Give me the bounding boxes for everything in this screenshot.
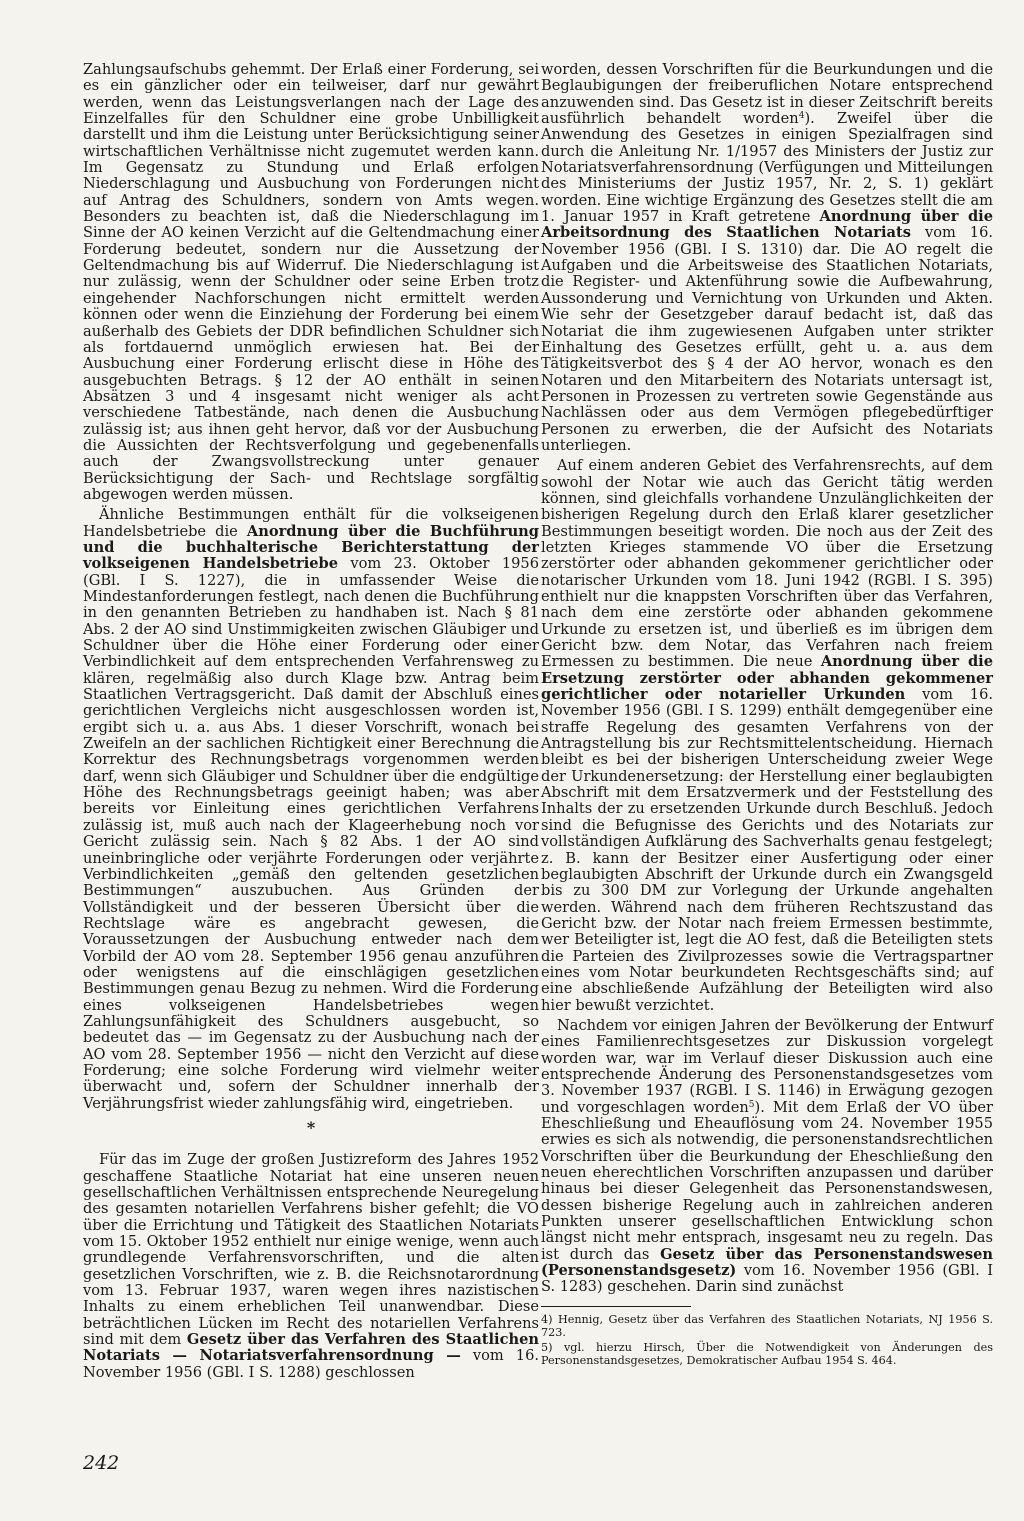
footnote-ref: 5 [748, 1099, 755, 1110]
text-run: Nachdem vor einigen Jahren der Bevölkerung der Entwurf eines Familienrechtsgesetzes zur Diskussion vorgelegt worden war, war im Verlauf dieser Diskussion auch eine entsprechende Änderung des Personenstandsgesetzes vom 3. November 1937 (RGBl. I S. 1146) in Erwägung gezogen und vorgeschlagen worden [541, 1016, 993, 1116]
section-separator: * [306, 1118, 316, 1137]
paragraph [83, 62, 539, 503]
footnote: 5) vgl. hierzu Hirsch, Über die Notwendigkeit von Änderungen des Personenstandsgesetzes, Demokratischer Aufbau 1954 S. 464. [541, 1340, 993, 1367]
text-run: Für das im Zuge der großen Justizreform des Jahres 1952 geschaffene Staatliche Notariat hat eine unseren neuen gesellschaftlichen Verhältnissen entsprechende Neuregelung des gesamten notariellen Verfahrens bisher gefehlt; die VO über die Errichtung und Tätigkeit des Staatlichen Notariats vom 15. Oktober 1952 enthielt nur einige wenige, wenn auch grundlegende Verfahrensvorschriften, und die alten gesetzlichen Vorschriften, wie z. B. die Reichsnotarordnung vom 13. Februar 1937, waren wegen ihres nazistischen Inhalts zu einem erheblichen Teil unanwendbar. Diese beträchtlichen Lücken im Recht des notariellen Verfahrens sind mit dem [83, 1151, 539, 1349]
paragraph [541, 62, 993, 454]
text-run: ). Zweifel über die Anwendung des Gesetzes in einigen Spezialfragen sind durch die Anleitung Nr. 1/1957 des Ministers der Justiz zur Notariatsverfahrensordnung (Verfügungen und Mitteilungen des Ministeriums der Justiz 1957, Nr. 2, S. 1) geklärt worden. Eine wichtige Ergänzung des Gesetzes stellt die am 1. Januar 1957 in Kraft getretene [541, 110, 994, 226]
text-run: Ähnliche Bestimmungen enthält für die volkseigenen Handelsbetriebe die [83, 506, 539, 540]
text-run: vom 16. November 1956 (GBl. I S. 1288) geschlossen [83, 1347, 539, 1381]
footnote-divider [541, 1306, 691, 1307]
paragraph [541, 1018, 993, 1296]
paragraph [541, 458, 993, 1014]
legal-act-title: Gesetz über das Personenstandswesen (Personenstandsgesetz) [541, 1245, 993, 1280]
left-column [83, 62, 539, 1381]
text-run: vom 23. Oktober 1956 (GBl. I S. 1227), die in umfassender Weise die Mindestanforderungen festlegt, nach denen die Buchführung in den genannten Betrieben zu handhaben ist. Nach § 81 Abs. 2 der AO sind Unstimmigkeiten zwischen Gläubiger und Schuldner über die Höhe einer Forderung oder einer Verbindlichkeit auf dem entsprechenden Verfahrensweg zu klären, regelmäßig also durch Klage bzw. Antrag beim Staatlichen Vertragsgericht. Daß damit der Abschluß eines gerichtlichen Vergleichs nicht ausgeschlossen worden ist, ergibt sich u. a. aus Abs. 1 dieser Vorschrift, wonach bei Zweifeln an der sachlichen Richtigkeit einer Berechnung die Korrektur des Rechnungsbetrags vorgenommen werden darf, wenn sich Gläubiger und Schuldner über die endgültige Höhe des Rechnungsbetrags geeinigt haben; was aber bereits vor Einleitung eines gerichtlichen Verfahrens zulässig ist, muß auch nach der Klageerhebung noch vor Gericht zulässig sein. Nach § 82 Abs. 1 der AO sind uneinbringliche oder verjährte Forderungen oder verjährte Verbindlichkeiten „gemäß den geltenden gesetzlichen Bestimmungen“ auszubuchen. Aus Gründen der Vollständigkeit und der besseren Übersicht über die Rechtslage wäre es angebracht gewesen, die Voraussetzungen der Ausbuchung entweder nach dem Vorbild der AO vom 28. September 1956 genau anzuführen oder wenigstens auf die einschlägigen gesetzlichen Bestimmungen genau Bezug zu nehmen. Wird die Forderung eines volkseigenen Handelsbetriebes wegen Zahlungsunfähigkeit des Schuldners ausgebucht, so bedeutet das — im Gegensatz zu der Ausbuchung nach der AO vom 28. September 1956 — nicht den Verzicht auf diese Forderung; eine solche Forderung wird vielmehr weiter überwacht und, sofern der Schuldner innerhalb der Verjährungsfrist wieder zahlungsfähig wird, eingetrieben. [83, 555, 539, 1112]
text-run: vom 16. November 1956 (GBl. I S. 1299) enthält demgegenüber eine straffe Regelung des gesamten Verfahrens von der Antragstellung bis zur Rechtsmittelentscheidung. Hiernach bleibt es bei der bisherigen Unterscheidung zweier Wege der Urkundenersetzung: der Herstellung einer beglaubigten Abschrift mit dem Ersatzvermerk und der Feststellung des Inhalts der zu ersetzenden Urkunde durch Beschluß. Jedoch sind die Befugnisse des Gerichts und des Notariats zur vollständigen Aufklärung des Sachverhalts genau festgelegt; z. B. kann der Besitzer einer Ausfertigung oder einer beglaubigten Abschrift der Urkunde durch ein Zwangsgeld bis zu 300 DM zur Vorlegung der Urkunde angehalten werden. Während nach dem früheren Rechtszustand das Gericht bzw. der Notar nach freiem Ermessen bestimmte, wer Beteiligter ist, legt die AO fest, daß die Beteiligten stets die Parteien des Zivilprozesses sowie die Vertragspartner eines vom Notar beurkundeten Rechtsgeschäfts sind; auf eine abschließende Aufzählung der Beteiligten wird also hier bewußt verzichtet. [541, 686, 994, 1014]
footnote-ref: 4 [798, 111, 805, 122]
footnote: 4) Hennig, Gesetz über das Verfahren des Staatlichen Notariats, NJ 1956 S. 723. [541, 1312, 993, 1339]
paragraph [83, 507, 539, 1112]
text-run: vom 16. November 1956 (GBl. I S. 1310) dar. Die AO regelt die Aufgaben und die Arbeitsweise des Staatlichen Notariats, die Register- und Aktenführung sowie die Aufbewahrung, Aussonderung und Vernichtung von Urkunden und Akten. Wie sehr der Gesetzgeber darauf bedacht ist, daß das Notariat die ihm zugewiesenen Aufgaben unter strikter Einhaltung des Gesetzes erfüllt, geht u. a. aus dem Tätigkeitsverbot des § 4 der AO hervor, wonach es den Notaren und den Mitarbeitern des Notariats untersagt ist, Personen in Prozessen zu vertreten sowie Gegenstände aus Nachlässen oder aus dem Vermögen pflegebedürftiger Personen zu erwerben, die der Aufsicht des Notariats unterliegen. [541, 224, 993, 454]
text-run: worden, dessen Vorschriften für die Beurkundungen und die Beglaubigungen der freiberuflichen Notare entsprechend anzuwenden sind. Das Gesetz ist in dieser Zeitschrift bereits ausführlich behandelt worden [541, 61, 993, 128]
text-run: vom 16. November 1956 (GBl. I S. 1283) geschehen. Darin sind zunächst [541, 1262, 993, 1296]
text-run: ). Mit dem Erlaß der VO über Eheschließung und Eheauflösung vom 24. November 1955 erwies es sich als notwendig, die personenstandsrechtlichen Vorschriften über die Beurkundung der Eheschließung den neuen eherechtlichen Vorschriften anzupassen und darüber hinaus bei dieser Gelegenheit das Personenstandswesen, dessen bisherige Regelung auch in zahlreichen anderen Punkten unserer gesellschaftlichen Entwicklung schon längst nicht mehr entsprach, insgesamt neu zu regeln. Das ist durch das [541, 1098, 994, 1263]
right-column [541, 62, 993, 1367]
text-run: Zahlungsaufschubs gehemmt. Der Erlaß einer Forderung, sei es ein gänzlicher oder ein teilweiser, darf nur gewährt werden, wenn das Leistungsverlangen nach der Lage des Einzelfalles für den Schuldner eine grobe Unbilligkeit darstellt und ihm die Leistung unter Berücksichtigung seiner wirtschaftlichen Verhältnisse nicht zugemutet werden kann. Im Gegensatz zu Stundung und Erlaß erfolgen Niederschlagung und Ausbuchung von Forderungen nicht auf Antrag des Schuldners, sondern von Amts wegen. Besonders zu beachten ist, daß die Niederschlagung im Sinne der AO keinen Verzicht auf die Geltendmachung einer Forderung bedeutet, sondern nur die Aussetzung der Geltendmachung bis auf Widerruf. Die Niederschlagung ist nur zulässig, wenn der Schuldner oder seine Erben trotz eingehender Nachforschungen nicht ermittelt werden können oder wenn die Einziehung der Forderung bei einem außerhalb des Gebiets der DDR befindlichen Schuldner sich als fortdauernd unmöglich erwiesen hat. Bei der Ausbuchung einer Forderung erlischt diese in Höhe des ausgebuchten Betrags. § 12 der AO enthält in seinen Absätzen 3 und 4 insgesamt nicht weniger als acht verschiedene Tatbestände, nach denen die Ausbuchung zulässig ist; aus ihnen geht hervor, daß vor der Ausbuchung die Aussichten der Rechtsverfolgung und gegebenenfalls auch der Zwangsvollstreckung unter genauer Berücksichtigung der Sach- und Rechtslage sorgfältig abgewogen werden müssen. [83, 61, 539, 503]
text-run: Auf einem anderen Gebiet des Verfahrensrechts, auf dem sowohl der Notar wie auch das Gericht tätig werden können, sind gleichfalls vorhandene Unzulänglichkeiten der bisherigen Regelung durch den Erlaß klarer gesetzlicher Bestimmungen beseitigt worden. Die noch aus der Zeit des letzten Krieges stammende VO über die Ersetzung zerstörter oder abhanden gekommener gerichtlicher oder notarischer Urkunden vom 18. Juni 1942 (RGBl. I S. 395) enthielt nur die knappsten Vorschriften über das Verfahren, nach dem eine zerstörte oder abhanden gekommene Urkunde zu ersetzen ist, und überließ es im übrigen dem Gericht bzw. dem Notar, das Verfahren nach freiem Ermessen zu bestimmen. Die neue [541, 457, 993, 671]
paragraph [83, 1152, 539, 1381]
legal-act-title: Anordnung über die Buchführung und die buchhalterische Berichterstattung der volkseigenen Handelsbetriebe [83, 522, 539, 573]
legal-act-title: Anordnung über die Ersetzung zerstörter oder abhanden gekommener gerichtlicher oder notarieller Urkunden [541, 653, 993, 704]
page-number: 242 [83, 1452, 120, 1474]
legal-act-title: Gesetz über das Verfahren des Staatlichen Notariats — Notariatsverfahrensordnung — [83, 1331, 539, 1365]
legal-act-title: Anordnung über die Arbeitsordnung des Staatlichen Notariats [541, 208, 993, 242]
